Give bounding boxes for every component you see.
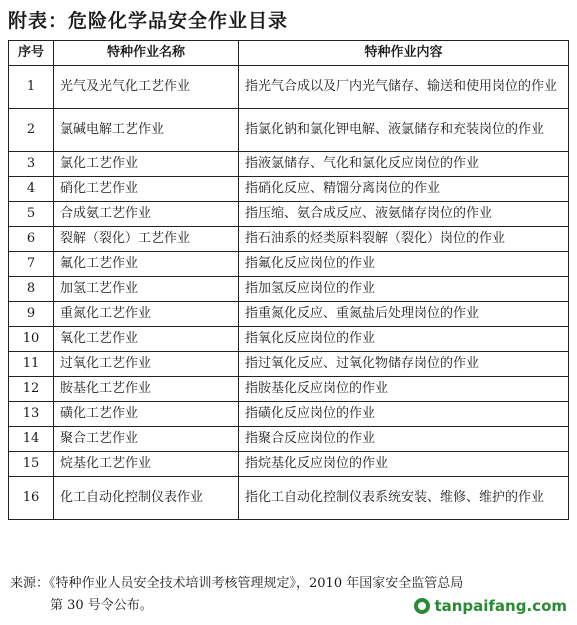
table-row: [9, 327, 569, 352]
table-row: [9, 202, 569, 227]
row-operation-content: 指光气合成以及厂内光气储存、输送和使用岗位的作业: [239, 66, 569, 109]
row-operation-content: 指磺化反应岗位的作业: [239, 402, 569, 427]
table-row: [9, 66, 569, 109]
table-row: [9, 227, 569, 252]
row-number: 14: [9, 427, 54, 452]
row-number: 6: [9, 227, 54, 252]
row-operation-name: 过氧化工艺作业: [54, 352, 239, 377]
row-number: 10: [9, 327, 54, 352]
row-number: 11: [9, 352, 54, 377]
table-row: [9, 352, 569, 377]
table-row: [9, 402, 569, 427]
row-operation-content: 指加氢反应岗位的作业: [239, 277, 569, 302]
table-row: [9, 427, 569, 452]
row-number: 7: [9, 252, 54, 277]
row-operation-name: 合成氨工艺作业: [54, 202, 239, 227]
header-operation-content: 特种作业内容: [239, 41, 569, 66]
row-operation-content: 指聚合反应岗位的作业: [239, 427, 569, 452]
row-operation-name: 聚合工艺作业: [54, 427, 239, 452]
source-line-2: 第 30 号令公布。: [50, 598, 153, 613]
row-operation-content: 指氟化反应岗位的作业: [239, 252, 569, 277]
row-operation-name: 氟化工艺作业: [54, 252, 239, 277]
row-number: 5: [9, 202, 54, 227]
row-operation-name: 氧化工艺作业: [54, 327, 239, 352]
row-number: 4: [9, 177, 54, 202]
row-operation-content: 指氧化反应岗位的作业: [239, 327, 569, 352]
row-operation-name: 磺化工艺作业: [54, 402, 239, 427]
table-row: [9, 177, 569, 202]
row-operation-name: 氯碱电解工艺作业: [54, 109, 239, 152]
row-operation-content: 指重氮化反应、重氮盐后处理岗位的作业: [239, 302, 569, 327]
row-operation-content: 指压缩、氨合成反应、液氨储存岗位的作业: [239, 202, 569, 227]
row-operation-content: 指石油系的烃类原料裂解（裂化）岗位的作业: [239, 227, 569, 252]
row-operation-content: 指化工自动化控制仪表系统安装、维修、维护的作业: [239, 477, 569, 520]
row-operation-name: 加氢工艺作业: [54, 277, 239, 302]
row-operation-name: 胺基化工艺作业: [54, 377, 239, 402]
row-operation-content: 指硝化反应、精馏分离岗位的作业: [239, 177, 569, 202]
row-operation-name: 硝化工艺作业: [54, 177, 239, 202]
header-number: 序号: [9, 41, 54, 66]
table-row: [9, 277, 569, 302]
row-operation-name: 烷基化工艺作业: [54, 452, 239, 477]
row-operation-name: 裂解（裂化）工艺作业: [54, 227, 239, 252]
hazardous-operations-table: [8, 40, 569, 520]
table-row: [9, 377, 569, 402]
row-number: 1: [9, 66, 54, 109]
table-row: [9, 302, 569, 327]
table-body: [9, 66, 569, 520]
row-number: 9: [9, 302, 54, 327]
leaf-logo-icon: [414, 598, 430, 614]
table-row: [9, 109, 569, 152]
table-header-row: [9, 41, 569, 66]
row-operation-content: 指氯化钠和氯化钾电解、液氯储存和充装岗位的作业: [239, 109, 569, 152]
row-operation-content: 指液氯储存、气化和氯化反应岗位的作业: [239, 152, 569, 177]
watermark-text: tanpaifang.com: [434, 597, 567, 615]
row-operation-content: 指烷基化反应岗位的作业: [239, 452, 569, 477]
row-operation-content: 指过氧化反应、过氧化物储存岗位的作业: [239, 352, 569, 377]
row-number: 15: [9, 452, 54, 477]
row-operation-name: 氯化工艺作业: [54, 152, 239, 177]
row-operation-content: 指胺基化反应岗位的作业: [239, 377, 569, 402]
row-operation-name: 重氮化工艺作业: [54, 302, 239, 327]
row-operation-name: 化工自动化控制仪表作业: [54, 477, 239, 520]
source-line-1: 来源：《特种作业人员安全技术培训考核管理规定》，2010 年国家安全监管总局: [10, 576, 464, 591]
row-number: 8: [9, 277, 54, 302]
table-row: [9, 152, 569, 177]
page-title: 附表：危险化学品安全作业目录: [8, 10, 289, 32]
row-number: 3: [9, 152, 54, 177]
table-row: [9, 452, 569, 477]
row-number: 16: [9, 477, 54, 520]
row-number: 13: [9, 402, 54, 427]
row-number: 12: [9, 377, 54, 402]
header-operation-name: 特种作业名称: [54, 41, 239, 66]
watermark: [414, 597, 567, 615]
row-number: 2: [9, 109, 54, 152]
table-row: [9, 252, 569, 277]
row-operation-name: 光气及光气化工艺作业: [54, 66, 239, 109]
table-row: [9, 477, 569, 520]
